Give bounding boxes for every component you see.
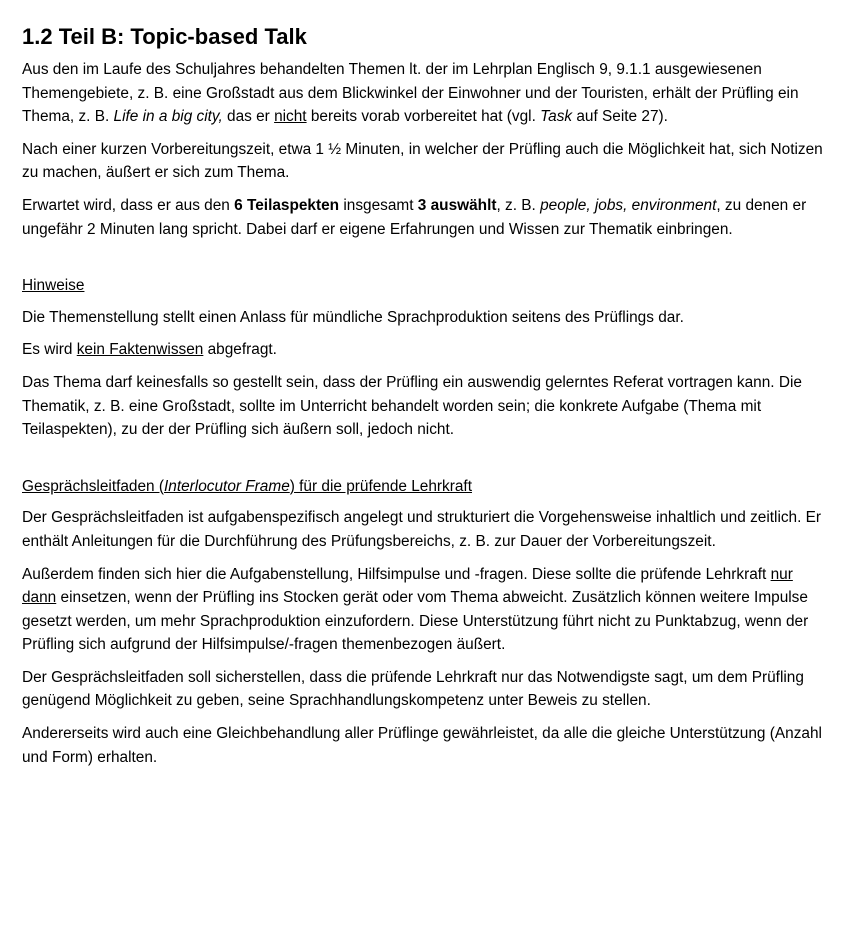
- italic-run: Life in a big city,: [113, 108, 223, 126]
- text-run: Es wird: [22, 341, 77, 359]
- text-run: Erwartet wird, dass er aus den: [22, 196, 235, 214]
- section-title: 1.2 Teil B: Topic-based Talk: [22, 24, 307, 49]
- intro-paragraph-3: [22, 194, 829, 241]
- underline-run: nur dann: [22, 565, 793, 607]
- hinweise-paragraph-2: [22, 338, 829, 362]
- leitfaden-paragraph-4: Andererseits wird auch eine Gleichbehandlung aller Prüflinge gewährleistet, da alle die gleiche Unterstützung (Anzahl und Form) erhalten.: [22, 725, 822, 766]
- text-run: das er: [222, 108, 275, 126]
- underline-run: nicht: [274, 108, 307, 126]
- leitfaden-heading: [22, 475, 829, 499]
- hinweise-paragraph-1: Die Themenstellung stellt einen Anlass für mündliche Sprachproduktion seitens des Prüflings dar.: [22, 308, 684, 326]
- text-run: Aus den im Laufe des Schuljahres behandelten Themen lt. der im Lehrplan Englisch 9, 9.1.1 ausgewiesenen Themengebiete, z. B. eine Großstadt aus dem Blickwinkel der Einwohner und der Touristen, erhält der Prüfling ein Thema, z. B.: [22, 61, 799, 126]
- intro-paragraph-2: Nach einer kurzen Vorbereitungszeit, etwa 1 ½ Minuten, in welcher der Prüfling auch die Möglichkeit hat, sich Notizen zu machen, äußert er sich zum Thema.: [22, 140, 823, 182]
- text-run: Außerdem finden sich hier die Aufgabenstellung, Hilfsimpulse und -fragen. Diese sollte die prüfende Lehrkraft: [22, 565, 771, 583]
- leitfaden-paragraph-1: Der Gesprächsleitfaden ist aufgabenspezifisch angelegt und strukturiert die Vorgehensweise inhaltlich und zeitlich. Er enthält Anleitungen für die Durchführung des Prüfungsbereichs, z. B. zur Dauer der Vorbereitungszeit.: [22, 509, 822, 550]
- text-run: , zu denen er ungefähr 2 Minuten lang spricht. Dabei darf er eigene Erfahrungen und Wissen zur Thematik einbringen.: [22, 196, 807, 238]
- intro-paragraph-1: [22, 58, 829, 129]
- text-run: einsetzen, wenn der Prüfling ins Stocken gerät oder vom Thema abweicht. Zusätzlich können weitere Impulse gesetzt werden, um mehr Sprachproduktion einzufordern. Diese Unterstützung führt nicht zu Punktabzug, wenn der Prüfling sich aufgrund der Hilfsimpulse/-fragen themenbezogen äußert.: [22, 589, 809, 654]
- text-run: bereits vorab vorbereitet hat (vgl.: [306, 108, 541, 126]
- bold-run: 3 auswählt: [417, 196, 497, 214]
- text-run: abgefragt.: [203, 341, 277, 359]
- hinweise-paragraph-3: Das Thema darf keinesfalls so gestellt sein, dass der Prüfling ein auswendig gelerntes Referat vortragen kann. Die Thematik, z. B. eine Großstadt, sollte im Unterricht behandelt worden sein; die konkrete Aufgabe (Thema mit Teilaspekten), zu der der Prüfling sich äußern soll, jedoch nicht.: [22, 373, 802, 439]
- hinweise-heading: Hinweise: [22, 277, 85, 295]
- text-run: ) für die prüfende Lehrkraft: [289, 477, 472, 495]
- text-run: auf Seite 27).: [572, 108, 668, 126]
- italic-run: people, jobs, environment: [540, 196, 717, 214]
- italic-run: Interlocutor Frame: [164, 477, 290, 495]
- bold-run: 6 Teilaspekten: [234, 196, 340, 214]
- text-run: , z. B.: [496, 196, 541, 214]
- text-run: Gesprächsleitfaden (: [22, 477, 165, 495]
- spacer: [22, 250, 829, 274]
- italic-run: Task: [540, 108, 573, 126]
- spacer: [22, 451, 829, 475]
- text-run: insgesamt: [339, 196, 418, 214]
- underline-run: kein Faktenwissen: [76, 341, 204, 359]
- leitfaden-paragraph-3: Der Gesprächsleitfaden soll sicherstellen, dass die prüfende Lehrkraft nur das Notwendigste sagt, um dem Prüfling genügend Möglichkeit zu geben, seine Sprachhandlungskompetenz unter Beweis zu stellen.: [22, 668, 804, 710]
- leitfaden-paragraph-2: [22, 563, 829, 657]
